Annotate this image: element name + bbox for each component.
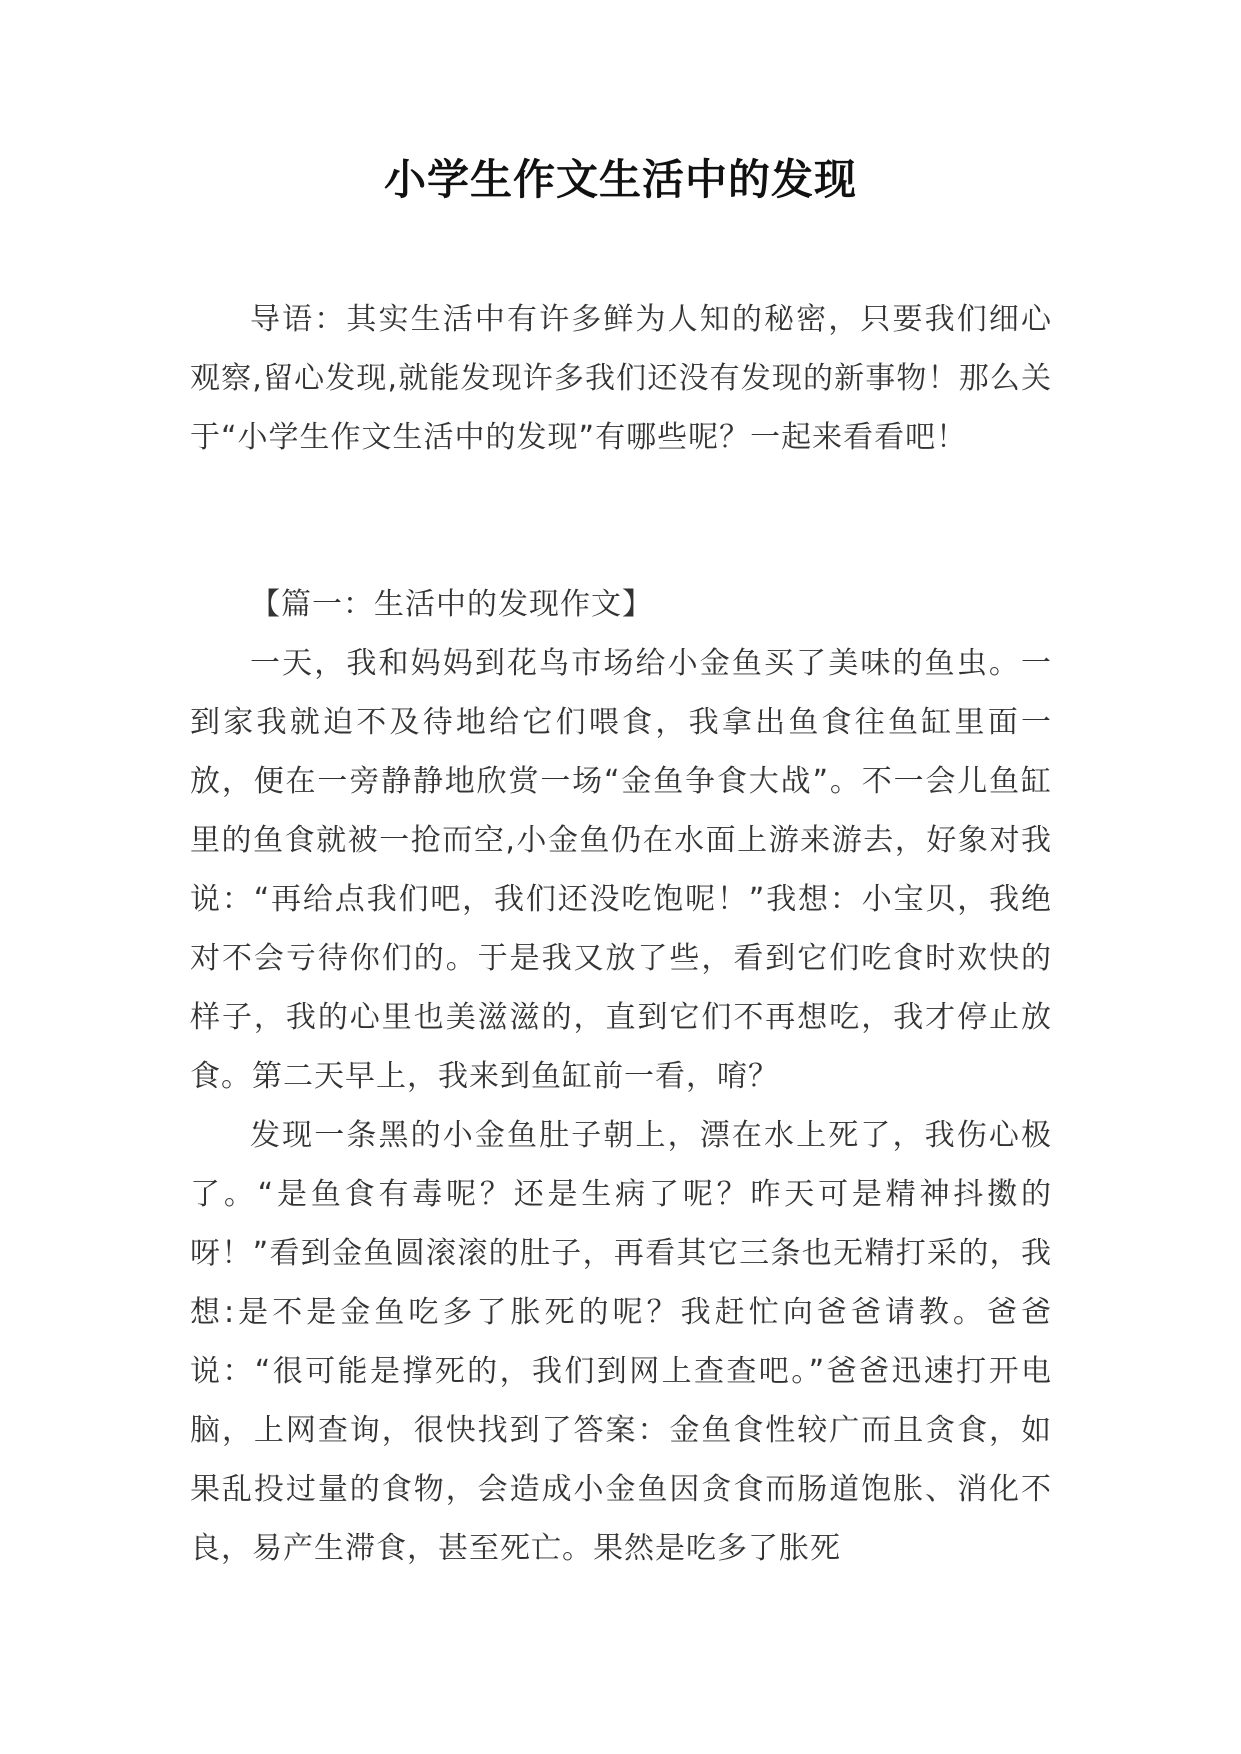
intro-paragraph: 导语：其实生活中有许多鲜为人知的秘密，只要我们细心观察,留心发现,就能发现许多我们还没有发现的新事物！那么关于“小学生作文生活中的发现”有哪些呢？一起来看看吧！	[190, 302, 1052, 455]
section-one	[190, 575, 1052, 1578]
body-paragraph: 发现一条黑的小金鱼肚子朝上，漂在水上死了，我伤心极了。“是鱼食有毒呢？还是生病了呢？昨天可是精神抖擞的呀！”看到金鱼圆滚滚的肚子，再看其它三条也无精打采的，我想:是不是金鱼吃多了胀死的呢？我赶忙向爸爸请教。爸爸说：“很可能是撑死的，我们到网上查查吧。”爸爸迅速打开电脑，上网查询，很快找到了答案：金鱼食性较广而且贪食，如果乱投过量的食物，会造成小金鱼因贪食而肠道饱胀、消化不良，易产生滞食，甚至死亡。果然是吃多了胀死	[190, 1118, 1052, 1566]
intro-block	[190, 290, 1052, 467]
document-title: 小学生作文生活中的发现	[383, 155, 857, 204]
section-heading: 【篇一：生活中的发现作文】	[250, 587, 653, 622]
body-paragraph: 一天，我和妈妈到花鸟市场给小金鱼买了美味的鱼虫。一到家我就迫不及待地给它们喂食，我拿出鱼食往鱼缸里面一放，便在一旁静静地欣赏一场“金鱼争食大战”。不一会儿鱼缸里的鱼食就被一抢而空,小金鱼仍在水面上游来游去，好象对我说：“再给点我们吧，我们还没吃饱呢！”我想：小宝贝，我绝对不会亏待你们的。于是我又放了些，看到它们吃食时欢快的样子，我的心里也美滋滋的，直到它们不再想吃，我才停止放食。第二天早上，我来到鱼缸前一看，唷？	[190, 646, 1052, 1094]
